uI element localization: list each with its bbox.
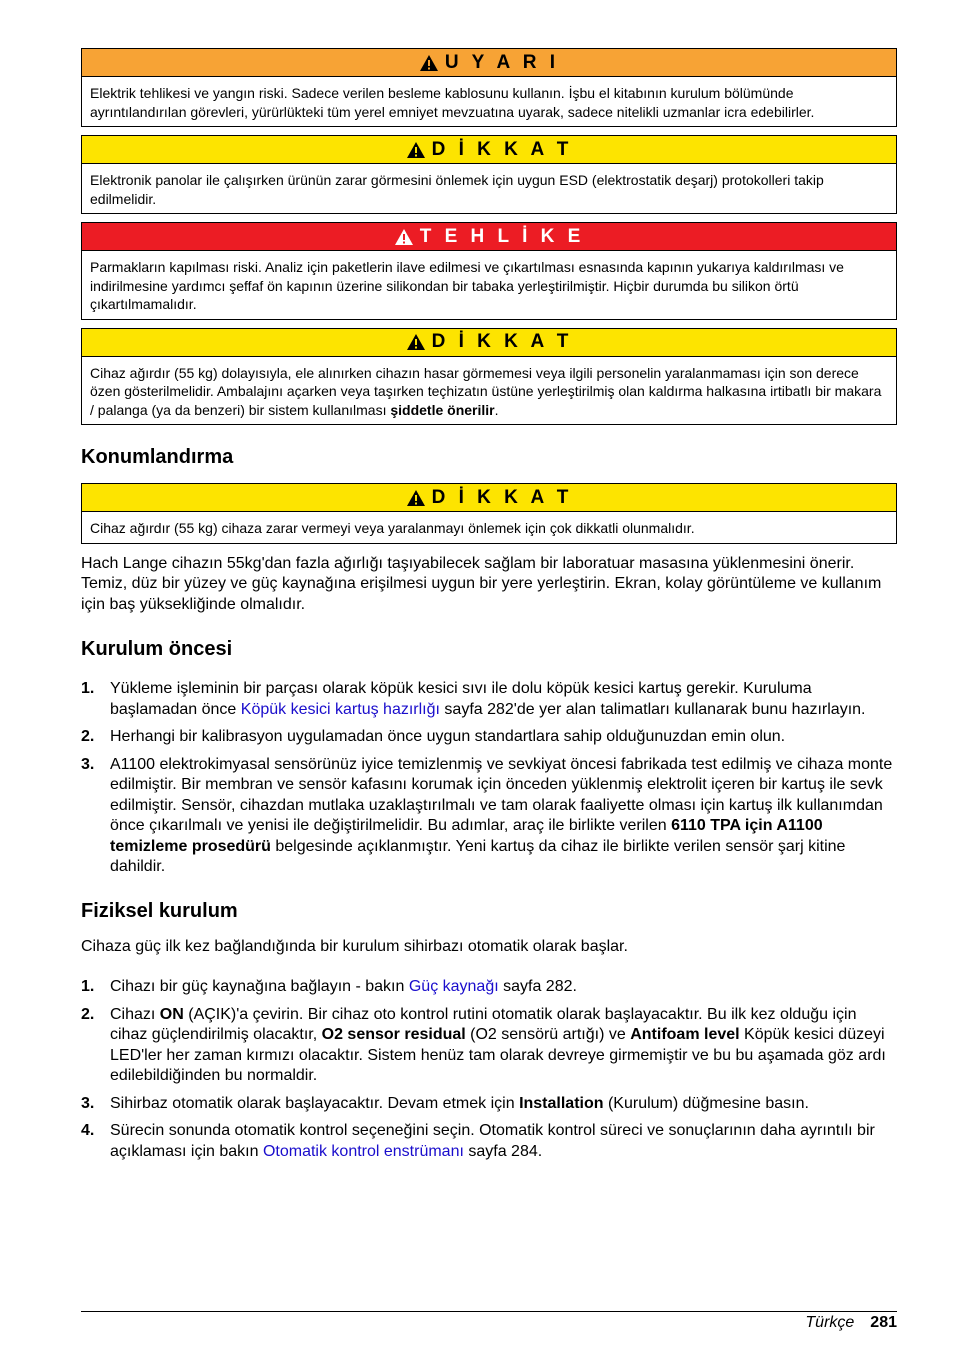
warning-header [82, 49, 896, 77]
caution-header [82, 329, 896, 357]
page-number: 281 [870, 1314, 897, 1331]
physical-install-intro: Cihaza güç ilk kez bağlandığında bir kurulum sihirbazı otomatik olarak başlar. [81, 937, 628, 955]
section-heading: Konumlandırma [81, 446, 234, 468]
danger-label: T E H L İ K E [419, 225, 585, 247]
caution-text: Cihaz ağırdır (55 kg) dolayısıyla, ele alınırken cihazın hasar görmemesi veya ilgili personelin yaralanmaması için son derece özen gösterilmelidir. Ambalajını açarken veya taşırken teçhizatın üstüne yerleştirilmiş olan kaldırma halkasına irtibatlı bir makara / palanga (ya da benzeri) bir sistem kullanılması şiddetle önerilir. [90, 364, 882, 418]
caution-header [82, 136, 896, 164]
list-item: 2. Herhangi bir kalibrasyon uygulamadan önce uygun standartlara sahip olduğunuzdan emin olun. [81, 728, 786, 745]
list-item: 3. Sihirbaz otomatik olarak başlayacaktır. Devam etmek için Installation (Kurulum) düğmesine basın. [81, 1094, 809, 1112]
caution-box [81, 135, 897, 214]
physical-install-list [81, 977, 897, 1162]
warning-triangle-icon [419, 54, 439, 72]
danger-text: Parmakların kapılması riski. Analiz için paketlerin ilave edilmesi ve çıkartılması esnasında kapının yukarıya kaldırılması ve indirilmesine yardımcı şeffaf ön kapının üzerine silikondan bir tabaka yerleştirilmiştir. Hiçbir durumda bu silikon örtü çıkartılmamalıdır. [90, 259, 844, 312]
danger-header [82, 223, 896, 251]
caution-label: D İ K K A T [431, 138, 573, 160]
positioning-paragraph: Hach Lange cihazın 55kg'dan fazla ağırlığı taşıyabilecek sağlam bir laboratuar masasına yüklenmesini önerir. Temiz, düz bir yüzey ve güç kaynağına erişilmesi uygun bir yere yerleştirin. Ekran, kolay görüntüleme ve kullanım için baş yüksekliğinde olmalıdır. [81, 554, 882, 613]
warning-label: U Y A R I [444, 51, 560, 73]
footer-language: Türkçe [805, 1314, 855, 1331]
link-auto-check[interactable]: Otomatik kontrol enstrümanı [262, 1142, 464, 1160]
caution-text: Cihaz ağırdır (55 kg) cihaza zarar vermeyi veya yaralanmayı önlemek için çok dikkatli olunmalıdır. [90, 520, 695, 536]
warning-triangle-icon [406, 333, 426, 351]
warning-triangle-icon [394, 228, 414, 246]
caution-text: Elektronik panolar ile çalışırken ürünün zarar görmesini önlemek için uygun ESD (elektrostatik deşarj) protokolleri takip edilmelidir. [90, 172, 824, 207]
caution-label: D İ K K A T [431, 486, 573, 508]
list-item: 1. Yükleme işleminin bir parçası olarak köpük kesici sıvı ile dolu köpük kesici kartuş gerekir. Kuruluma başlamadan önce Köpük kesici kartuş hazırlığı sayfa 282'de yer alan talimatları kullanarak bunu hazırlayın. [81, 680, 866, 718]
caution-box [81, 483, 897, 544]
link-foam-cartridge[interactable]: Köpük kesici kartuş hazırlığı [240, 700, 440, 718]
link-power-supply[interactable]: Güç kaynağı [408, 978, 499, 995]
list-item: 3. A1100 elektrokimyasal sensörünüz iyice temizlenmiş ve sevkiyat öncesi fabrikada test edilmiş ve cihaza monte edilmiştir. Bir membran ve sensör kafasını korumak için önceden yüklenmiş elektrolit içeren bir kartuş ile sevk edilmiştir. Sensör, cihazdan mutlaka uzaklaştırılmalı ve tam olarak faaliyette olması için kartuş ilk kullanımdan önce çıkarılmalı ve yenisi ile değiştirilmelidir. Bu adımlar, araç ile birlikte verilen 6110 TPA için A1100 temizleme prosedürü belgesinde açıklanmıştır. Yeni kartuş da cihaz ile birlikte verilen sensör şarj kitine dahildir. [81, 755, 893, 875]
caution-header [82, 484, 896, 512]
page-footer [81, 1311, 897, 1332]
caution-label: D İ K K A T [431, 331, 573, 352]
warning-text: Elektrik tehlikesi ve yangın riski. Sadece verilen besleme kablosunu kullanın. İşbu el kitabının kurulum bölümünde ayrıntılandırılan görevleri, yürürlükteki tüm yerel emniyet mevzuatına uyarak, sadece nitelikli uzmanlar icra edebilirler. [90, 85, 815, 120]
pre-install-list [81, 679, 897, 878]
list-item: 2. Cihazı ON (AÇIK)'a çevirin. Bir cihaz oto kontrol rutini otomatik olarak başlayacaktır. Bu ilk kez olduğu için cihaz güçlendirilmiş olacaktır, O2 sensor residual (O2 sensörü artığı) ve Antifoam level Köpük kesici düzeyi LED'ler her zaman kırmızı olacaktır. Sistem henüz tam olarak devreye girmemiştir ve bu bu aşamada göz ardı edilebildiğinden bu normaldir. [81, 1005, 886, 1084]
caution-box [81, 328, 897, 426]
list-item: 1. Cihazı bir güç kaynağına bağlayın - bakın Güç kaynağı sayfa 282. [81, 978, 577, 995]
warning-box [81, 48, 897, 127]
section-heading: Fiziksel kurulum [81, 899, 238, 922]
section-heading: Kurulum öncesi [81, 638, 233, 660]
warning-triangle-icon [406, 141, 426, 159]
danger-box [81, 222, 897, 320]
page-content [81, 48, 897, 1169]
list-item: 4. Sürecin sonunda otomatik kontrol seçeneğini seçin. Otomatik kontrol süreci ve sonuçlarının daha ayrıntılı bir açıklaması için bakın Otomatik kontrol enstrümanı sayfa 284. [81, 1122, 875, 1160]
warning-triangle-icon [406, 489, 426, 507]
